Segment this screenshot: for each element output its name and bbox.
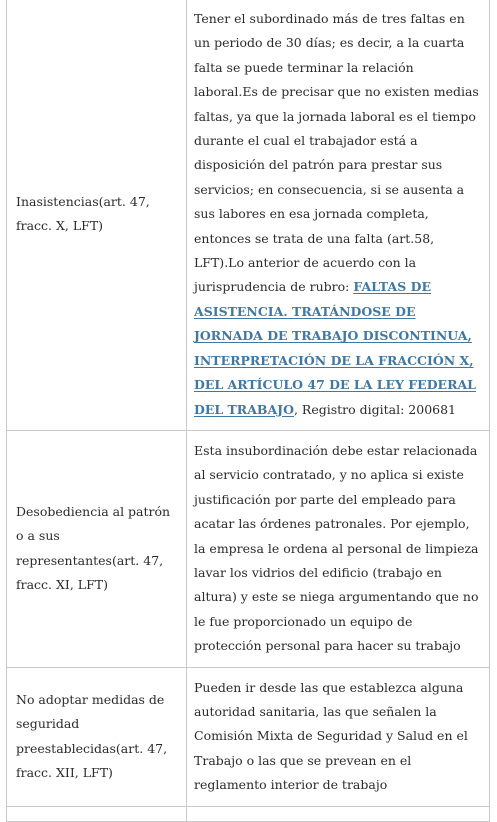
cause-cell: Inasistencias(art. 47, fracc. X, LFT) bbox=[7, 0, 187, 430]
description-cell bbox=[187, 0, 490, 430]
table-row-partial bbox=[7, 806, 490, 821]
cause-cell: Desobediencia al patrón o a sus representantes(art. 47, fracc. XI, LFT) bbox=[7, 430, 187, 667]
description-text: Tener el subordinado más de tres faltas en un periodo de 30 días; es decir, a la cuarta falta se puede terminar la relación laboral.Es de precisar que no existen medias faltas, ya que la jornada laboral es el tiempo durante el cual el trabajador está a disposición del patrón para prestar sus servicios; en consecuencia, si se ausenta a sus labores en esa jornada completa, entonces se trata de una falta (art.58, LFT).Lo anterior de acuerdo con la jurisprudencia de rubro: bbox=[194, 11, 479, 295]
table-row bbox=[7, 430, 490, 667]
table-row bbox=[7, 667, 490, 806]
registry-text: , Registro digital: 200681 bbox=[293, 401, 457, 417]
jurisprudence-link[interactable]: FALTAS DE ASISTENCIA. TRATÁNDOSE DE JORNADA DE TRABAJO DISCONTINUA, INTERPRETACIÓN DE LA FRACCIÓN X, DEL ARTÍCULO 47 DE LA LEY FEDERAL DEL TRABAJO bbox=[194, 279, 476, 417]
cause-cell-empty bbox=[7, 806, 187, 821]
description-cell: Esta insubordinación debe estar relacionada al servicio contratado, y no aplica si existe justificación por parte del empleado para acatar las órdenes patronales. Por ejemplo, la empresa le ordena al personal de limpieza lavar los vidrios del edificio (trabajo en altura) y este se niega argumentando que no le fue proporcionado un equipo de protección personal para hacer su trabajo bbox=[187, 430, 490, 667]
description-cell-empty bbox=[187, 806, 490, 821]
description-cell: Pueden ir desde las que establezca alguna autoridad sanitaria, las que señalen la Comisión Mixta de Seguridad y Salud en el Trabajo o las que se prevean en el reglamento interior de trabajo bbox=[187, 667, 490, 806]
cause-cell: No adoptar medidas de seguridad preestablecidas(art. 47, fracc. XII, LFT) bbox=[7, 667, 187, 806]
table-row bbox=[7, 0, 490, 430]
causes-table bbox=[6, 0, 490, 822]
